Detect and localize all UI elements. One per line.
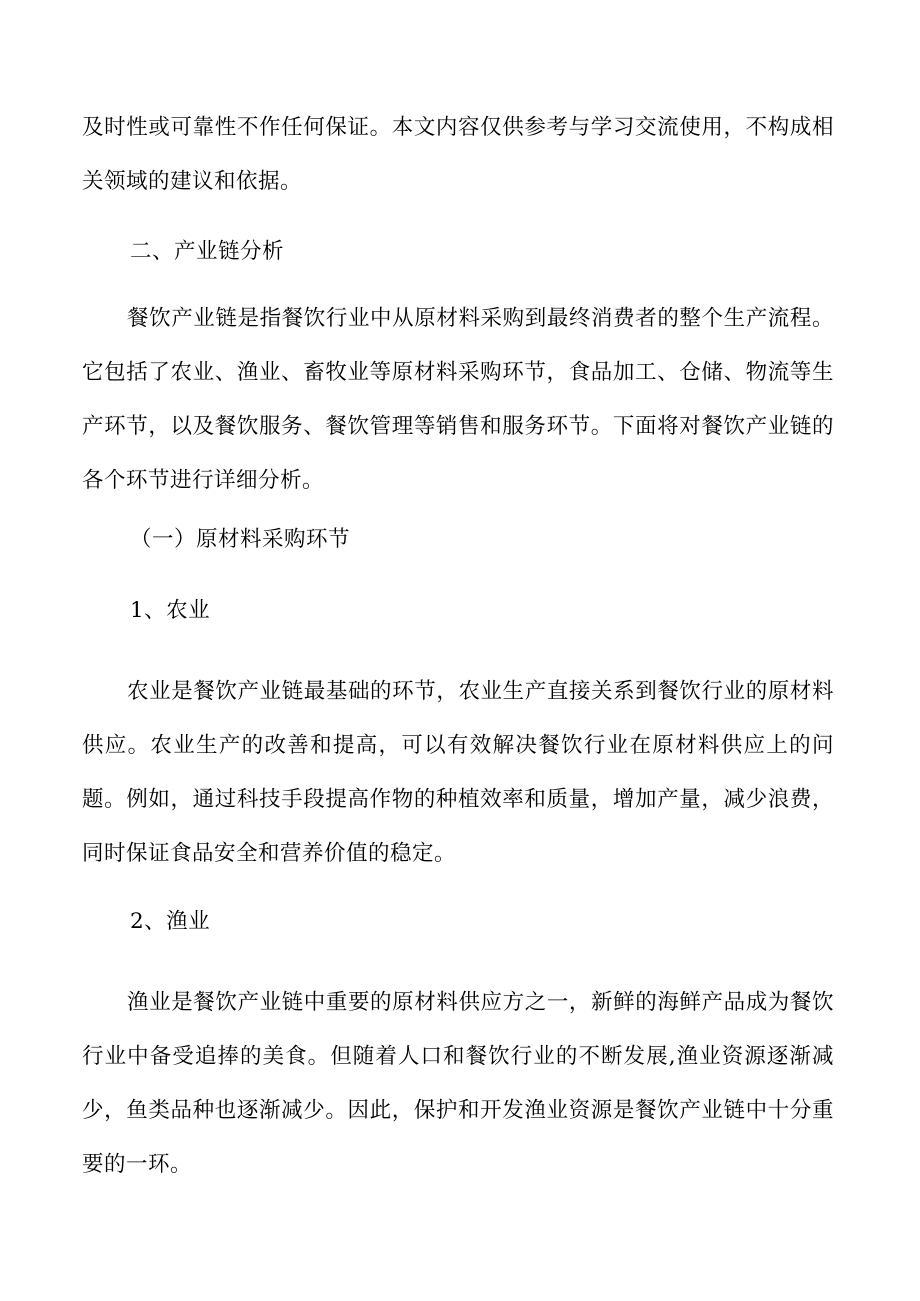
paragraph-chain-overview: 餐饮产业链是指餐饮行业中从原材料采购到最终消费者的整个生产流程。它包括了农业、渔业、畜牧业等原材料采购环节，食品加工、仓储、物流等生产环节，以及餐饮服务、餐饮管理等销售和服务环节。下面将对餐饮产业链的各个环节进行详细分析。	[82, 306, 834, 493]
subsection-heading-raw-materials: （一）原材料采购环节	[130, 527, 351, 552]
paragraph-agriculture: 农业是餐饮产业链最基础的环节，农业生产直接关系到餐饮行业的原材料供应。农业生产的改善和提高，可以有效解决餐饮行业在原材料供应上的问题。例如，通过科技手段提高作物的种植效率和质量，增加产量，减少浪费，同时保证食品安全和营养价值的稳定。	[82, 679, 834, 866]
paragraph-fishery: 渔业是餐饮产业链中重要的原材料供应方之一，新鲜的海鲜产品成为餐饮行业中备受追捧的美食。但随着人口和餐饮行业的不断发展,渔业资源逐渐减少，鱼类品种也逐渐减少。因此，保护和开发渔业资源是餐饮产业链中十分重要的一环。	[82, 990, 834, 1177]
item-heading-agriculture: 1、农业	[130, 598, 211, 623]
paragraph-intro-tail: 及时性或可靠性不作任何保证。本文内容仅供参考与学习交流使用，不构成相关领域的建议和依据。	[82, 115, 834, 194]
section-heading-industry-chain: 二、产业链分析	[130, 239, 285, 264]
item-heading-fishery: 2、渔业	[130, 909, 211, 934]
